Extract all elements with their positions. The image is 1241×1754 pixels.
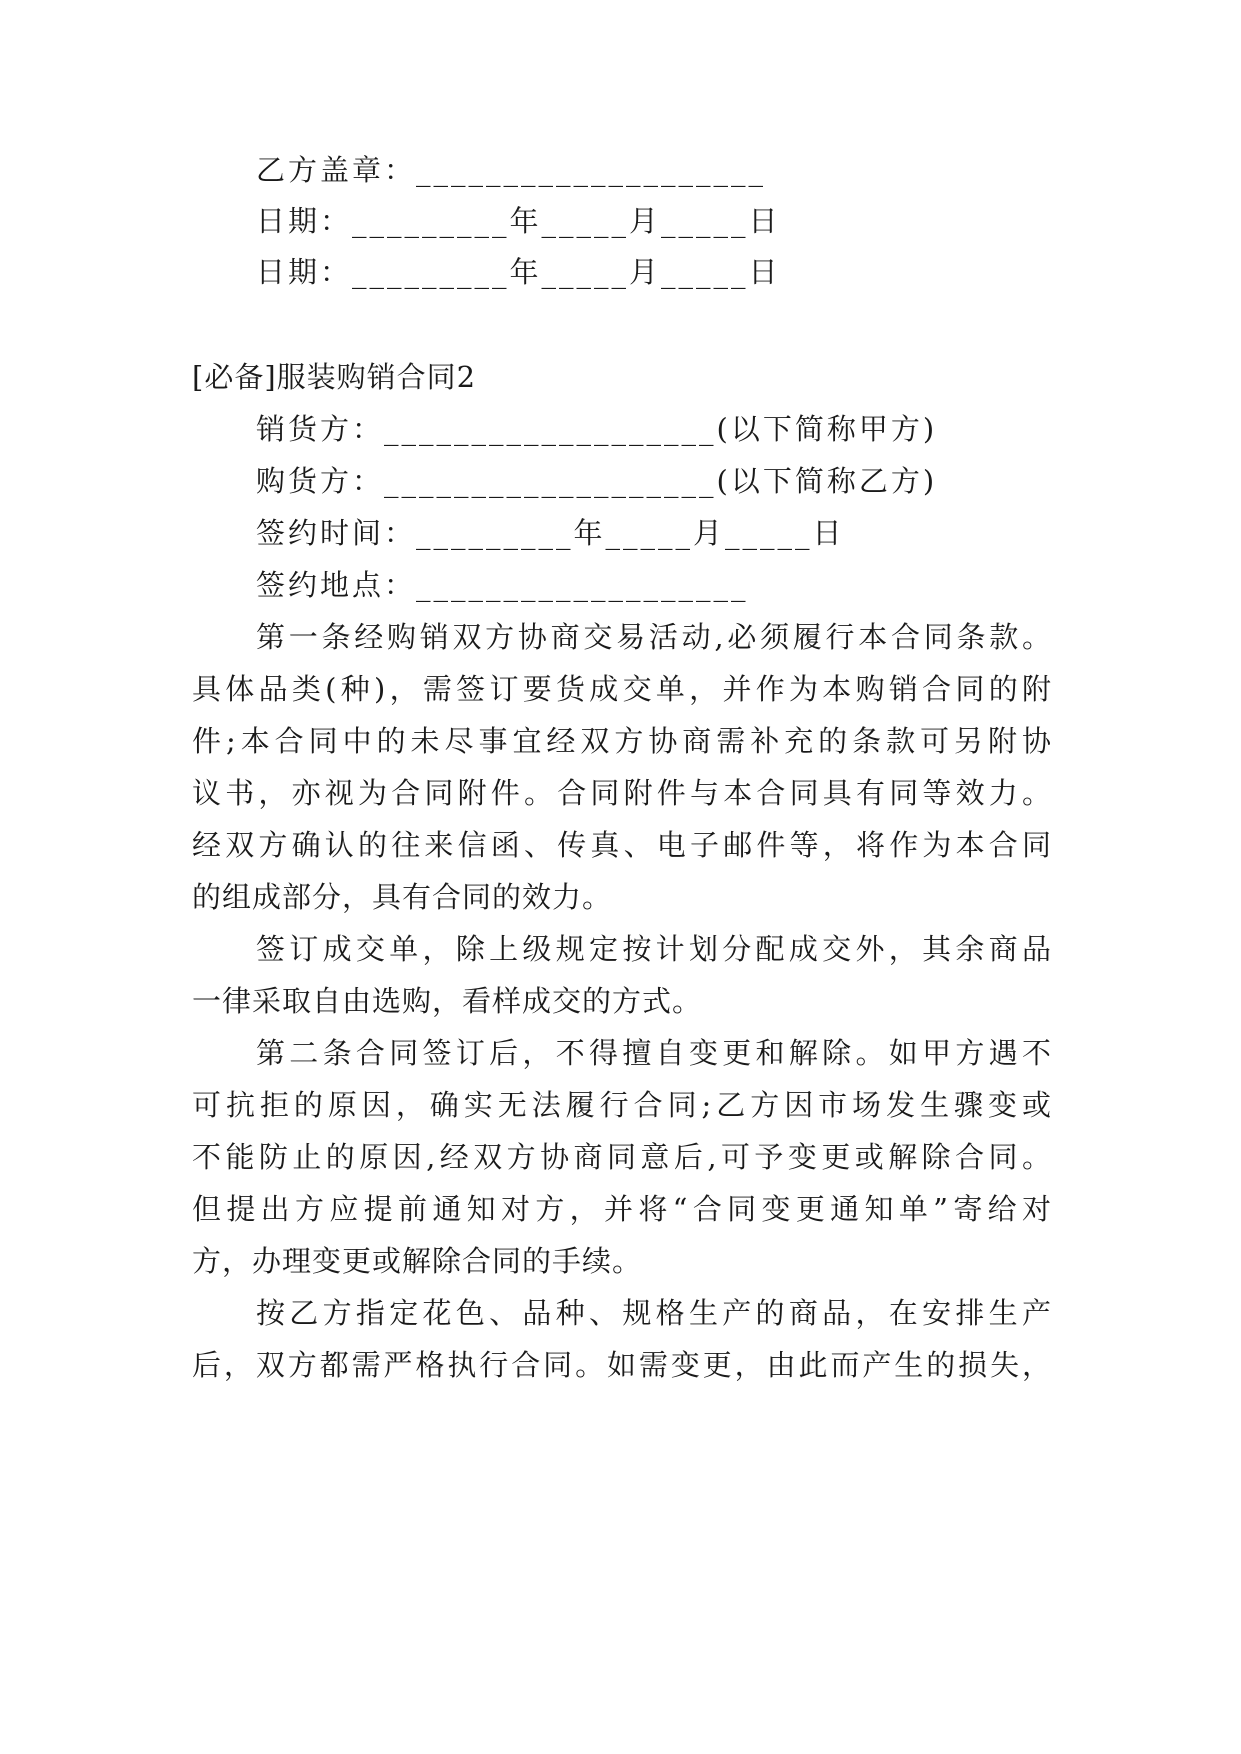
paragraph-line: 不能防止的原因,经双方协商同意后,可予变更或解除合同。: [192, 1140, 1052, 1174]
paragraph-line: 签订成交单，除上级规定按计划分配成交外，其余商品: [256, 932, 1052, 966]
buyer-field: 购货方：___________________(以下简称乙方): [256, 464, 938, 498]
seal-line-party-b: 乙方盖章：____________________: [256, 153, 767, 187]
date-line: 日期：_________年_____月_____日: [256, 255, 781, 289]
seller-field: 销货方：___________________(以下简称甲方): [256, 412, 938, 446]
signing-time-field: 签约时间：_________年_____月_____日: [256, 516, 845, 550]
contract-title: [必备]服装购销合同2: [192, 360, 477, 394]
paragraph-line: 方，办理变更或解除合同的手续。: [192, 1244, 643, 1278]
signing-place-field: 签约地点：___________________: [256, 568, 749, 602]
paragraph-line: 第二条合同签订后，不得擅自变更和解除。如甲方遇不: [256, 1036, 1052, 1070]
paragraph-line: 议书，亦视为合同附件。合同附件与本合同具有同等效力。: [192, 776, 1052, 810]
paragraph-line: 经双方确认的往来信函、传真、电子邮件等，将作为本合同: [192, 828, 1052, 862]
paragraph-line: 按乙方指定花色、品种、规格生产的商品，在安排生产: [256, 1296, 1052, 1330]
paragraph-line: 件;本合同中的未尽事宜经双方协商需补充的条款可另附协: [192, 724, 1052, 758]
paragraph-line: 第一条经购销双方协商交易活动,必须履行本合同条款。: [256, 620, 1052, 654]
paragraph-line: 后，双方都需严格执行合同。如需变更，由此而产生的损失，: [192, 1348, 1052, 1382]
paragraph-line: 一律采取自由选购，看样成交的方式。: [192, 984, 703, 1018]
paragraph-line: 的组成部分，具有合同的效力。: [192, 880, 613, 914]
paragraph-line: 可抗拒的原因，确实无法履行合同;乙方因市场发生骤变或: [192, 1088, 1052, 1122]
paragraph-line: 但提出方应提前通知对方，并将“合同变更通知单”寄给对: [192, 1192, 1052, 1226]
paragraph-line: 具体品类(种)，需签订要货成交单，并作为本购销合同的附: [192, 672, 1052, 706]
date-line: 日期：_________年_____月_____日: [256, 204, 781, 238]
